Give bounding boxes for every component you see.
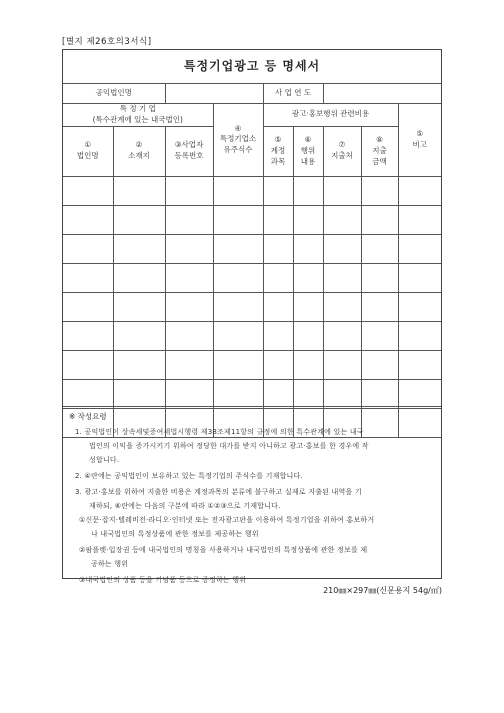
specific-company-group-title: 특 정 기 업: [119, 104, 156, 113]
entry-row: [63, 350, 441, 379]
entry-row: [63, 234, 441, 263]
instruction-3-line-2: 재하되, ⑥란에는 다음의 구분에 따라 ①②③으로 기재합니다.: [89, 502, 281, 510]
form-number-label: [별지 제26호의3서식]: [62, 37, 152, 47]
entry-cell[interactable]: [113, 234, 165, 263]
instructions-title: ※ 작성요령: [69, 412, 107, 421]
entry-cell[interactable]: [113, 205, 165, 234]
entry-cell[interactable]: [361, 263, 398, 292]
instruction-3-item-3: ③내국법인의 상품 등을 기념품 등으로 증정하는 행위: [79, 576, 247, 584]
document-title: 특정기업광고 등 명세서: [63, 50, 441, 84]
entry-cell[interactable]: [113, 350, 165, 379]
instruction-3-item-1-line-2: 나 내국법인의 특정상품에 관한 정보를 제공하는 행위: [91, 530, 259, 538]
entry-cell[interactable]: [63, 350, 113, 379]
entry-cell[interactable]: [113, 292, 165, 321]
entry-cell[interactable]: [293, 176, 323, 205]
entry-cell[interactable]: [323, 321, 361, 350]
entry-cell[interactable]: [63, 234, 113, 263]
fiscal-year-label: 사 업 연 도: [263, 84, 323, 104]
instruction-3-item-2-line-1: ②팜플렛·입장권 등에 내국법인의 명칭을 사용하거나 내국법인의 특정상품에 관한 정보를 제: [79, 546, 368, 554]
entry-row: [63, 292, 441, 321]
instructions-section: [63, 406, 441, 584]
entry-cell[interactable]: [63, 205, 113, 234]
entry-cell[interactable]: [293, 321, 323, 350]
entry-cell[interactable]: [323, 205, 361, 234]
entry-cell[interactable]: [165, 350, 213, 379]
paper-spec-footer: 210㎜×297㎜(신문용지 54g/㎡): [323, 586, 442, 595]
entry-cell[interactable]: [398, 263, 441, 292]
entry-cell[interactable]: [263, 176, 293, 205]
column-shares-header: ④ 특정기업소 유주식수: [213, 104, 263, 177]
column-group-row: [63, 104, 441, 127]
entry-cell[interactable]: [398, 176, 441, 205]
instruction-3-item-1-line-1: ①신문·잡지·텔레비전·라디오·인터넷 또는 전자광고판을 이용하여 특정기업을 위하여 홍보하거: [79, 516, 375, 524]
entry-cell[interactable]: [323, 234, 361, 263]
fiscal-year-value[interactable]: [323, 84, 441, 104]
entry-cell[interactable]: [63, 379, 113, 408]
form-frame: [62, 49, 442, 584]
entry-cell[interactable]: [165, 292, 213, 321]
entry-cell[interactable]: [213, 292, 263, 321]
entry-cell[interactable]: [293, 350, 323, 379]
entry-cell[interactable]: [113, 379, 165, 408]
entry-cell[interactable]: [63, 292, 113, 321]
entry-cell[interactable]: [398, 292, 441, 321]
entry-cell[interactable]: [213, 176, 263, 205]
entry-cell[interactable]: [263, 292, 293, 321]
entry-rows: [63, 176, 441, 437]
entry-cell[interactable]: [361, 292, 398, 321]
entry-row: [63, 176, 441, 205]
company-name-label: 공익법인명: [63, 84, 165, 104]
entry-cell[interactable]: [63, 321, 113, 350]
entry-cell[interactable]: [361, 350, 398, 379]
entry-cell[interactable]: [213, 321, 263, 350]
entry-cell[interactable]: [398, 350, 441, 379]
instruction-1-line-1: 1. 공익법인이 상속세및증여세법시행령 제38조제11항의 규정에 의한 특수관계에 있는 내국: [75, 428, 364, 436]
instruction-2: 2. ④란에는 공익법인이 보유하고 있는 특정기업의 주식수를 기재합니다.: [75, 472, 303, 480]
column-payee-header: ⑦ 지출처: [323, 126, 361, 176]
entry-cell[interactable]: [398, 205, 441, 234]
entry-cell[interactable]: [113, 176, 165, 205]
entry-cell[interactable]: [263, 234, 293, 263]
entry-cell[interactable]: [323, 292, 361, 321]
entry-cell[interactable]: [213, 379, 263, 408]
entry-cell[interactable]: [165, 176, 213, 205]
entry-cell[interactable]: [165, 234, 213, 263]
column-company-name-header: ① 법인명: [63, 126, 113, 176]
column-action-header: ⑥ 행위 내용: [293, 126, 323, 176]
entry-cell[interactable]: [323, 350, 361, 379]
entry-cell[interactable]: [323, 176, 361, 205]
specific-company-group-subtitle: (특수관계에 있는 내국법인): [92, 114, 183, 124]
entry-cell[interactable]: [361, 176, 398, 205]
specific-company-group-header: [63, 104, 213, 127]
entry-cell[interactable]: [398, 234, 441, 263]
entry-cell[interactable]: [113, 321, 165, 350]
entry-cell[interactable]: [213, 263, 263, 292]
entry-cell[interactable]: [361, 234, 398, 263]
entry-cell[interactable]: [323, 263, 361, 292]
entry-cell[interactable]: [293, 205, 323, 234]
entry-row: [63, 379, 441, 408]
entry-cell[interactable]: [263, 205, 293, 234]
entry-cell[interactable]: [63, 263, 113, 292]
entry-cell[interactable]: [293, 234, 323, 263]
column-registration-header: ③사업자 등록번호: [165, 126, 213, 176]
instruction-1-line-2: 법인의 이익을 증가시키기 위하여 정당한 대가를 받지 아니하고 광고·홍보를 한 경우에 작: [89, 442, 369, 450]
entry-cell[interactable]: [293, 292, 323, 321]
entry-cell[interactable]: [263, 321, 293, 350]
ad-cost-group-header: 광고·홍보행위 관련비용: [263, 104, 398, 127]
entry-cell[interactable]: [213, 350, 263, 379]
entry-cell[interactable]: [361, 205, 398, 234]
column-amount-header: ⑧ 지출 금액: [361, 126, 398, 176]
instruction-3-line-1: 3. 광고·홍보를 위하여 지출한 비용은 계정과목의 분류에 불구하고 실제로 지출된 내역을 기: [75, 488, 362, 496]
entry-cell[interactable]: [361, 379, 398, 408]
entry-cell[interactable]: [361, 321, 398, 350]
instruction-3-item-2-line-2: 공하는 행위: [91, 560, 129, 568]
entry-cell[interactable]: [213, 234, 263, 263]
column-location-header: ② 소재지: [113, 126, 165, 176]
entry-cell[interactable]: [263, 379, 293, 408]
entry-row: [63, 205, 441, 234]
entry-cell[interactable]: [165, 205, 213, 234]
entry-cell[interactable]: [63, 176, 113, 205]
entry-cell[interactable]: [293, 379, 323, 408]
entry-cell[interactable]: [323, 379, 361, 408]
entry-cell[interactable]: [263, 263, 293, 292]
entry-cell[interactable]: [113, 263, 165, 292]
entry-cell[interactable]: [398, 321, 441, 350]
entry-cell[interactable]: [398, 379, 441, 408]
column-remarks-header: ⑤ 비고: [398, 104, 441, 177]
entry-cell[interactable]: [263, 350, 293, 379]
entry-cell[interactable]: [213, 205, 263, 234]
entry-cell[interactable]: [165, 263, 213, 292]
company-name-value[interactable]: [165, 84, 263, 104]
entry-cell[interactable]: [165, 379, 213, 408]
header-info-row: [63, 84, 441, 104]
entry-cell[interactable]: [293, 263, 323, 292]
statement-table: [63, 83, 441, 438]
instruction-1-line-3: 성합니다.: [89, 456, 120, 464]
entry-cell[interactable]: [165, 321, 213, 350]
entry-row: [63, 263, 441, 292]
column-account-header: ⑤ 계정 과목: [263, 126, 293, 176]
entry-row: [63, 321, 441, 350]
